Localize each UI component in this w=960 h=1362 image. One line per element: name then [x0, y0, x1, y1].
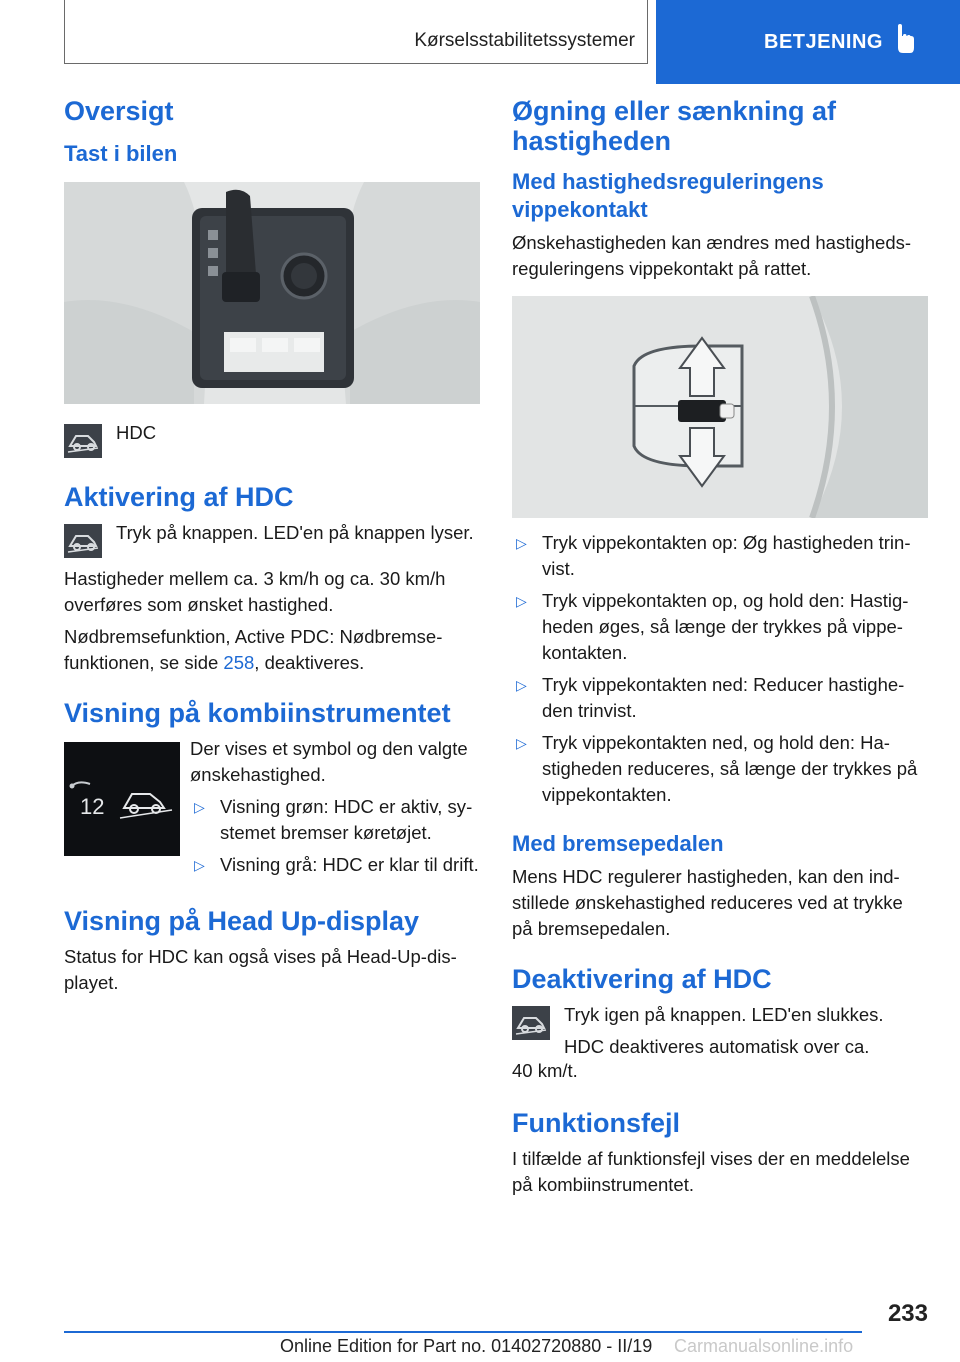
- malfunction-text: I tilfælde af funktionsfejl vises der en meddelelse på kombiinstrumentet.: [512, 1148, 910, 1195]
- heading-head-up-display: Visning på Head Up-display: [64, 906, 420, 936]
- rocker-intro-text: Ønskehastigheden kan ændres med hastighedsreguleringens vippekontakt på rattet.: [512, 232, 912, 279]
- hdc-label: HDC: [116, 422, 157, 443]
- section-title: Kørselsstabilitetssystemer: [414, 30, 635, 51]
- center-console-photo: [64, 182, 480, 404]
- list-item: ▷ Tryk vippekontakten op: Øg hastigheden trinvist.: [516, 532, 911, 579]
- page-link-258[interactable]: 258: [223, 652, 255, 673]
- hud-text: Status for HDC kan også vises på Head-Up-displayet.: [64, 946, 457, 993]
- cluster-intro-text: Der vises et symbol og den valgte ønskehastighed.: [190, 738, 468, 785]
- left-column: [64, 96, 480, 1002]
- header-section-box: [64, 0, 648, 64]
- hdc-icon: [64, 424, 102, 458]
- edition-text: Online Edition for Part no. 01402720880 - II/19: [280, 1336, 653, 1356]
- emergency-brake-text: Nødbremsefunktion, Active PDC: Nødbremsefunktionen, se side 258, deaktiveres.: [64, 626, 443, 673]
- chapter-tab: [656, 0, 960, 84]
- hdc-button-legend: [64, 420, 480, 460]
- pointing-hand-icon: [894, 24, 916, 59]
- page-number: 233: [887, 1300, 928, 1327]
- hdc-icon: [64, 524, 102, 558]
- activation-step-text: Tryk på knappen. LED'en på knappen lyser.: [116, 522, 474, 543]
- speed-range-text: Hastigheder mellem ca. 3 km/h og ca. 30 km/h overføres som ønsket hastighed.: [64, 568, 446, 615]
- cluster-display-image: [64, 742, 180, 856]
- triangle-bullet-icon: ▷: [516, 535, 527, 551]
- footer-divider: [64, 1331, 862, 1333]
- brake-text: Mens HDC regulerer hastigheden, kan den indstillede ønskehastighed reduceres ved at trykke på bremsepedalen.: [512, 866, 903, 939]
- heading-deactivation: Deaktivering af HDC: [512, 964, 772, 994]
- heading-adjust-speed: Øgning eller sænkning af hastigheden: [512, 96, 837, 156]
- rocker-bullet-list: [512, 530, 928, 808]
- list-item: ▷ Tryk vippekontakten ned, og hold den: Hastigheden reduceres, så længe der trykkes på vippekontakten.: [516, 732, 918, 805]
- cluster-bullet-list: [190, 794, 480, 878]
- heading-cluster-display: Visning på kombiinstrumentet: [64, 698, 451, 728]
- cluster-display-section: [64, 736, 480, 878]
- list-item: ▷ Tryk vippekontakten op, og hold den: Hastigheden øges, så længe der trykkes på vippekontakten.: [516, 590, 909, 663]
- triangle-bullet-icon: ▷: [516, 677, 527, 693]
- chapter-title: BETJENING: [764, 31, 883, 53]
- heading-malfunction: Funktionsfejl: [512, 1108, 680, 1138]
- activation-step: [64, 520, 480, 560]
- list-item: ▷ Visning grøn: HDC er aktiv, systemet bremser køretøjet.: [194, 796, 473, 843]
- deactivation-auto-text: HDC deaktiveres automatisk over ca.: [564, 1036, 870, 1057]
- triangle-bullet-icon: ▷: [516, 735, 527, 751]
- heading-button-in-car: Tast i bilen: [64, 141, 178, 166]
- heading-overview: Oversigt: [64, 96, 174, 126]
- triangle-bullet-icon: ▷: [194, 857, 205, 873]
- hdc-icon: [512, 1006, 550, 1040]
- site-watermark: Carmanualsonline.info: [674, 1336, 854, 1356]
- list-item: ▷ Tryk vippekontakten ned: Reducer hastigheden trinvist.: [516, 674, 905, 721]
- deactivation-speed-text: 40 km/t.: [512, 1060, 578, 1081]
- deactivation-step-text: Tryk igen på knappen. LED'en slukkes.: [564, 1004, 884, 1025]
- heading-brake-pedal: Med bremsepedalen: [512, 831, 724, 856]
- right-column: [512, 96, 928, 1204]
- triangle-bullet-icon: ▷: [516, 593, 527, 609]
- heading-rocker-switch: Med hastighedsreguleringens vippekontakt: [512, 169, 824, 222]
- triangle-bullet-icon: ▷: [194, 799, 205, 815]
- list-item: ▷ Visning grå: HDC er klar til drift.: [190, 852, 480, 878]
- cluster-speed-value: 12: [80, 794, 105, 819]
- heading-activation: Aktivering af HDC: [64, 482, 294, 512]
- steering-wheel-photo: [512, 296, 928, 518]
- deactivation-step: [512, 1002, 928, 1060]
